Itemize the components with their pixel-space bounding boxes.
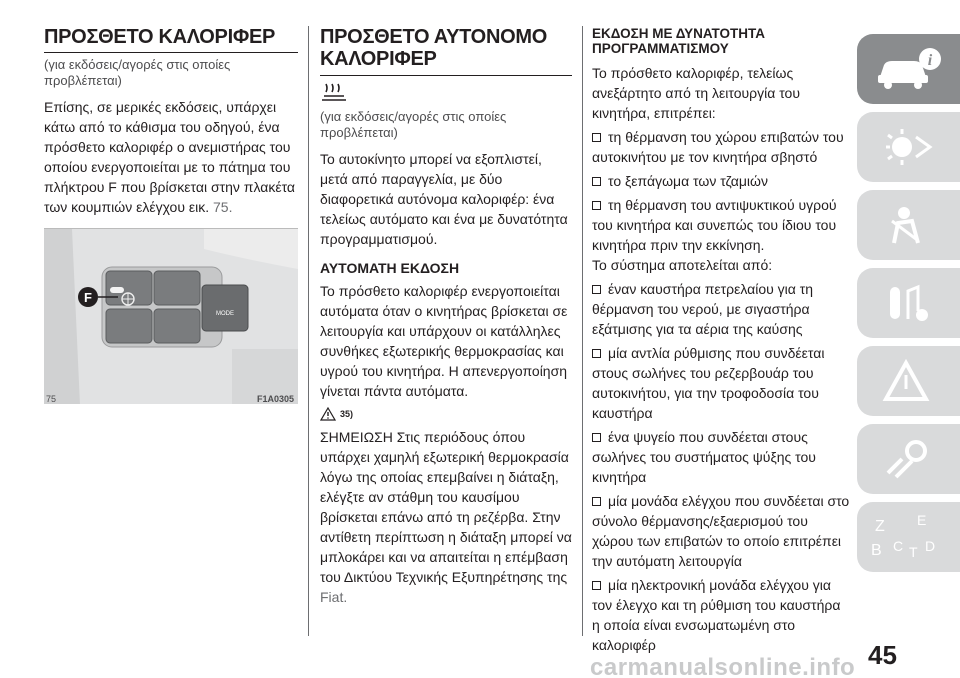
warning-reference (320, 407, 572, 421)
emergency-icon (882, 359, 936, 403)
safety-icon (882, 203, 936, 247)
section-title (320, 26, 572, 76)
availability-note: (για εκδόσεις/αγορές στις οποίες προβλέπεται) (320, 109, 507, 140)
svg-text:E: E (916, 512, 926, 528)
tab-lights[interactable] (857, 112, 960, 182)
brand-name: Fiat. (320, 589, 348, 605)
list-item: έναν καυστήρα πετρελαίου για τη θέρμανση του νερού, με σιγαστήρα εξάτμισης για τα αέρια της καύσης (592, 281, 814, 337)
maintenance-icon (882, 437, 936, 481)
figure-75-photo (44, 228, 298, 404)
heading-line-2: ΠΡΟΓΡΑΜΜΑΤΙΣΜΟΥ (592, 41, 729, 56)
automatic-version-heading: ΑΥΤΟΜΑΤΗ ΕΚΔΟΣΗ (320, 260, 460, 276)
starting-icon (882, 281, 936, 325)
checkbox-bullet-icon (592, 349, 601, 358)
checkbox-bullet-icon (592, 201, 601, 210)
automatic-version-body: Το πρόσθετο καλοριφέρ ενεργοποιείται αυτόματα όταν ο κινητήρας βρίσκεται σε λειτουργία και υπάρχουν οι κατάλληλες συνθήκες εξωτερικής θερμοκρασίας και υγρού του κινητήρα. Η απενεργοποίηση γίνεται πάντα αυτόματα. (320, 283, 568, 399)
intro-paragraph: Το πρόσθετο καλοριφέρ, τελείως ανεξάρτητο από τη λειτουργία του κινητήρα, επιτρέπει: (592, 65, 801, 121)
list-item: το ξεπάγωμα των τζαμιών (592, 171, 850, 191)
svg-text:B: B (870, 542, 882, 559)
heading-line-1: ΕΚΔΟΣΗ ΜΕ ΔΥΝΑΤΟΤΗΤΑ (592, 26, 766, 41)
svg-text:i: i (927, 52, 932, 69)
svg-text:Z: Z (874, 518, 885, 535)
body-paragraph (44, 97, 298, 217)
note-text: Στις περιόδους όπου υπάρχει χαμηλή εξωτερική θερμοκρασία λόγω της οποίας επεμβαίνει η διάταξη, ελέγξτε αν στάθμη του καυσίμου βρίσκεται επάνω από τη ρεζέρβα. Στην αντίθετη περίπτωση η διάταξη μπορεί να μπλοκάρει και να απαιτείται η επέμβαση του Δικτύου Τεχνικής Εξυπηρέτησης της (320, 429, 572, 585)
tab-safety[interactable] (857, 190, 960, 260)
column-divider (308, 26, 309, 636)
watermark: carmanualsonline.info (590, 654, 856, 678)
intro-paragraph: Το αυτοκίνητο μπορεί να εξοπλιστεί, μετά από παραγγελία, με δύο διαφορετικά αυτόνομα καλοριφέρ: ένα τελείως αυτόματο και ένα με δυνατότητα προγραμματισμού. (320, 151, 568, 247)
svg-text:T: T (908, 544, 918, 560)
list-item: μία ηλεκτρονική μονάδα ελέγχου για τον έλεγχο και τη ρύθμιση του καυστήρα η οποία είναι ενσωματωμένη στο καλοριφέρ (592, 577, 841, 653)
checkbox-bullet-icon (592, 581, 601, 590)
page-number: 45 (868, 640, 897, 670)
note-paragraph (320, 427, 572, 607)
components-list (592, 279, 850, 655)
note-label: ΣΗΜΕΙΩΣΗ (320, 429, 393, 445)
warning-number: 35) (340, 409, 354, 419)
tab-starting[interactable] (857, 268, 960, 338)
svg-text:D: D (924, 538, 935, 554)
heater-symbol-icon (320, 82, 572, 109)
lights-icon (882, 125, 936, 169)
dashboard-controls-illustration (44, 229, 298, 404)
list-item: τη θέρμανση του αντιψυκτικού υγρού του κινητήρα και συνεπώς του ίδιου του κινητήρα πριν την εκκίνηση. (592, 197, 837, 253)
checkbox-bullet-icon (592, 285, 601, 294)
tab-maintenance[interactable] (857, 424, 960, 494)
index-icon (869, 507, 949, 567)
figure-code: F1A0305 (256, 394, 294, 404)
availability-note: (για εκδόσεις/αγορές στις οποίες προβλέπεται) (44, 57, 231, 88)
title-line-1: ΠΡΟΣΘΕΤΟ ΑΥΤΟΝΟΜΟ (320, 26, 547, 48)
checkbox-bullet-icon (592, 177, 601, 186)
svg-text:F: F (84, 290, 92, 305)
list-item: τη θέρμανση του χώρου επιβατών του αυτοκινήτου με τον κινητήρα σβηστό (592, 129, 844, 165)
checkbox-bullet-icon (592, 433, 601, 442)
allows-list (592, 127, 850, 255)
section-title: ΠΡΟΣΘΕΤΟ ΚΑΛΟΡΙΦΕΡ (44, 26, 298, 53)
figure-number: 75 (46, 394, 57, 404)
programmable-version-heading (592, 26, 850, 56)
title-line-2: ΚΑΛΟΡΙΦΕΡ (320, 48, 437, 70)
tab-car-info[interactable] (857, 34, 960, 104)
checkbox-bullet-icon (592, 497, 601, 506)
mode-button-label: MODE (216, 311, 234, 317)
body-text: Επίσης, σε μερικές εκδόσεις, υπάρχει κάτω από το κάθισμα του οδηγού, ένα πρόσθετο καλοριφέρ ο ανεμιστήρας του οποίου ενεργοποιείται με το πάτημα του πλήκτρου F που βρίσκεται στην πλακέτα των κουμπιών ελέγχου εικ. (44, 99, 295, 215)
list-item: μία μονάδα ελέγχου που συνδέεται στο σύνολο θέρμανσης/εξαερισμού του χώρου των επιβατών το οποίο επιτρέπει την αυτόματη λειτουργία (592, 493, 850, 569)
figure-reference: 75. (213, 199, 233, 215)
list-item: μία αντλία ρύθμισης που συνδέεται στους σωλήνες του ρεζερβουάρ του αυτοκινήτου, για την τροφοδοσία του καυστήρα (592, 345, 825, 421)
list-item: ένα ψυγείο που συνδέεται στους σωλήνες του συστήματος ψύξης του κινητήρα (592, 429, 816, 485)
tab-emergency[interactable] (857, 346, 960, 416)
column-divider (582, 26, 583, 636)
system-intro: Το σύστημα αποτελείται από: (592, 257, 773, 273)
checkbox-bullet-icon (592, 133, 601, 142)
car-info-icon (874, 47, 944, 91)
svg-text:C: C (892, 538, 903, 554)
column-3 (592, 26, 850, 655)
warning-triangle-icon (320, 407, 336, 421)
column-1 (44, 26, 298, 217)
column-2 (320, 26, 572, 607)
tab-index[interactable] (857, 502, 960, 572)
